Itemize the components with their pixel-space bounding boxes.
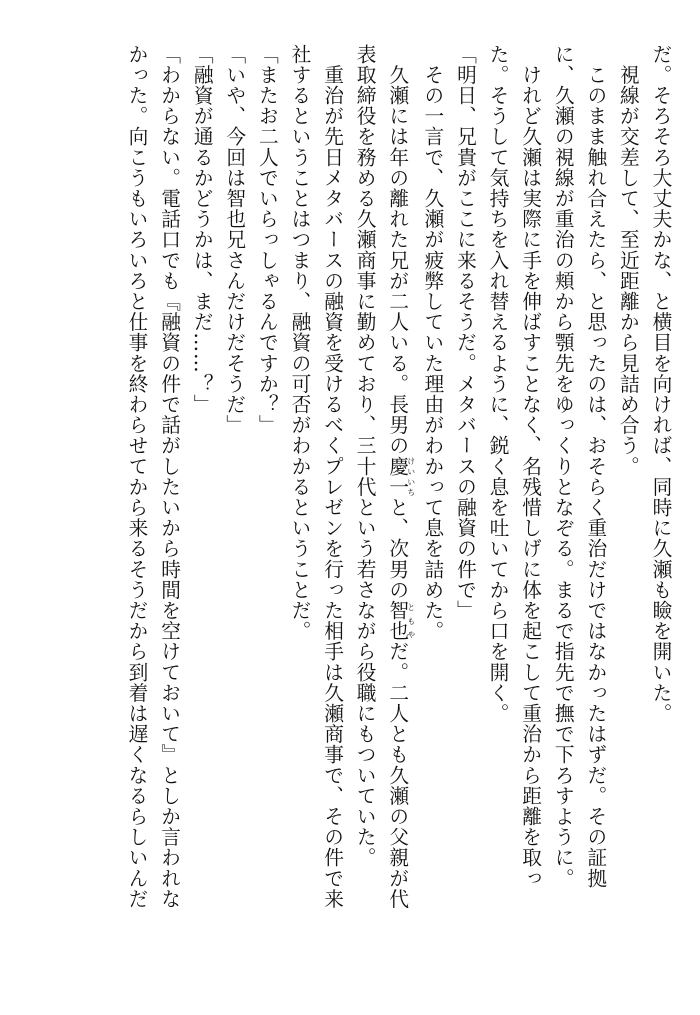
- ruby-keiichi-base: 慶一: [385, 456, 409, 498]
- text-line-10: 表取締役を務める久瀬商事に勤めており、三十代という若さながら役職にもついていた。: [353, 44, 377, 868]
- text-line-5: けれど久瀬は実際に手を伸ばすことなく、名残惜しげに体を起こして重治から距離を取っ: [518, 44, 542, 889]
- line9-middle: と、次男の: [385, 497, 409, 601]
- text-line-14: 「いや、今回は智也兄さんだけだそうだ」: [222, 44, 246, 436]
- text-line-13: 「またお二人でいらっしゃるんですか？」: [255, 44, 279, 436]
- text-line-3: このまま触れ合えたら、と思ったのは、おそらく重治だけではなかったはずだ。その証拠: [583, 44, 607, 889]
- ruby-tomoya-base: 智也: [385, 600, 409, 642]
- line9-before: 久瀬には年の離れた兄が二人いる。長男の: [385, 44, 409, 456]
- text-line-17: かった。向こうもいろいろと仕事を終わらせてから来るそうだから到着は遅くなるらしいんだ: [125, 44, 148, 910]
- text-line-11: 重治が先日メタバースの融資を受けるべくプレゼンを行った相手は久瀬商事で、その件で来: [320, 44, 344, 910]
- text-line-7: 「明日、兄貴がここに来るそうだ。メタバースの融資の件で」: [453, 44, 477, 621]
- text-line-6: た。そうして気持ちを入れ替えるように、鋭く息を吐いてから口を開く。: [486, 44, 510, 724]
- ruby-tomoya: [385, 600, 416, 642]
- vertical-text-body: [119, 44, 676, 974]
- text-line-1: だ。そろそろ大丈夫かな、と横目を向ければ、同時に久瀬も瞼を開いた。: [649, 44, 672, 724]
- ruby-keiichi-reading: けいいち: [406, 456, 416, 498]
- ruby-tomoya-reading: ともや: [406, 600, 416, 642]
- text-line-4: に、久瀬の視線が重治の頬から顎先をゆっくりとなぞる。まるで指先で撫で下ろすように。: [551, 44, 575, 889]
- line9-after: だ。二人とも久瀬の父親が代: [385, 641, 409, 910]
- text-line-15: 「融資が通るかどうかは、まだ……？」: [190, 44, 214, 415]
- text-line-12: 社するということはつまり、融資の可否がわかるということだ。: [287, 44, 311, 642]
- text-line-8: その一言で、久瀬が疲弊していた理由がわかって息を詰めた。: [420, 44, 444, 642]
- text-line-16: 「わからない。電話口でも『融資の件で話がしたいから時間を空けておいて』としか言われな: [157, 44, 181, 910]
- ruby-keiichi: [385, 456, 416, 498]
- text-line-9: [380, 44, 415, 974]
- text-line-2: 視線が交差して、至近距離から見詰め合う。: [616, 44, 640, 477]
